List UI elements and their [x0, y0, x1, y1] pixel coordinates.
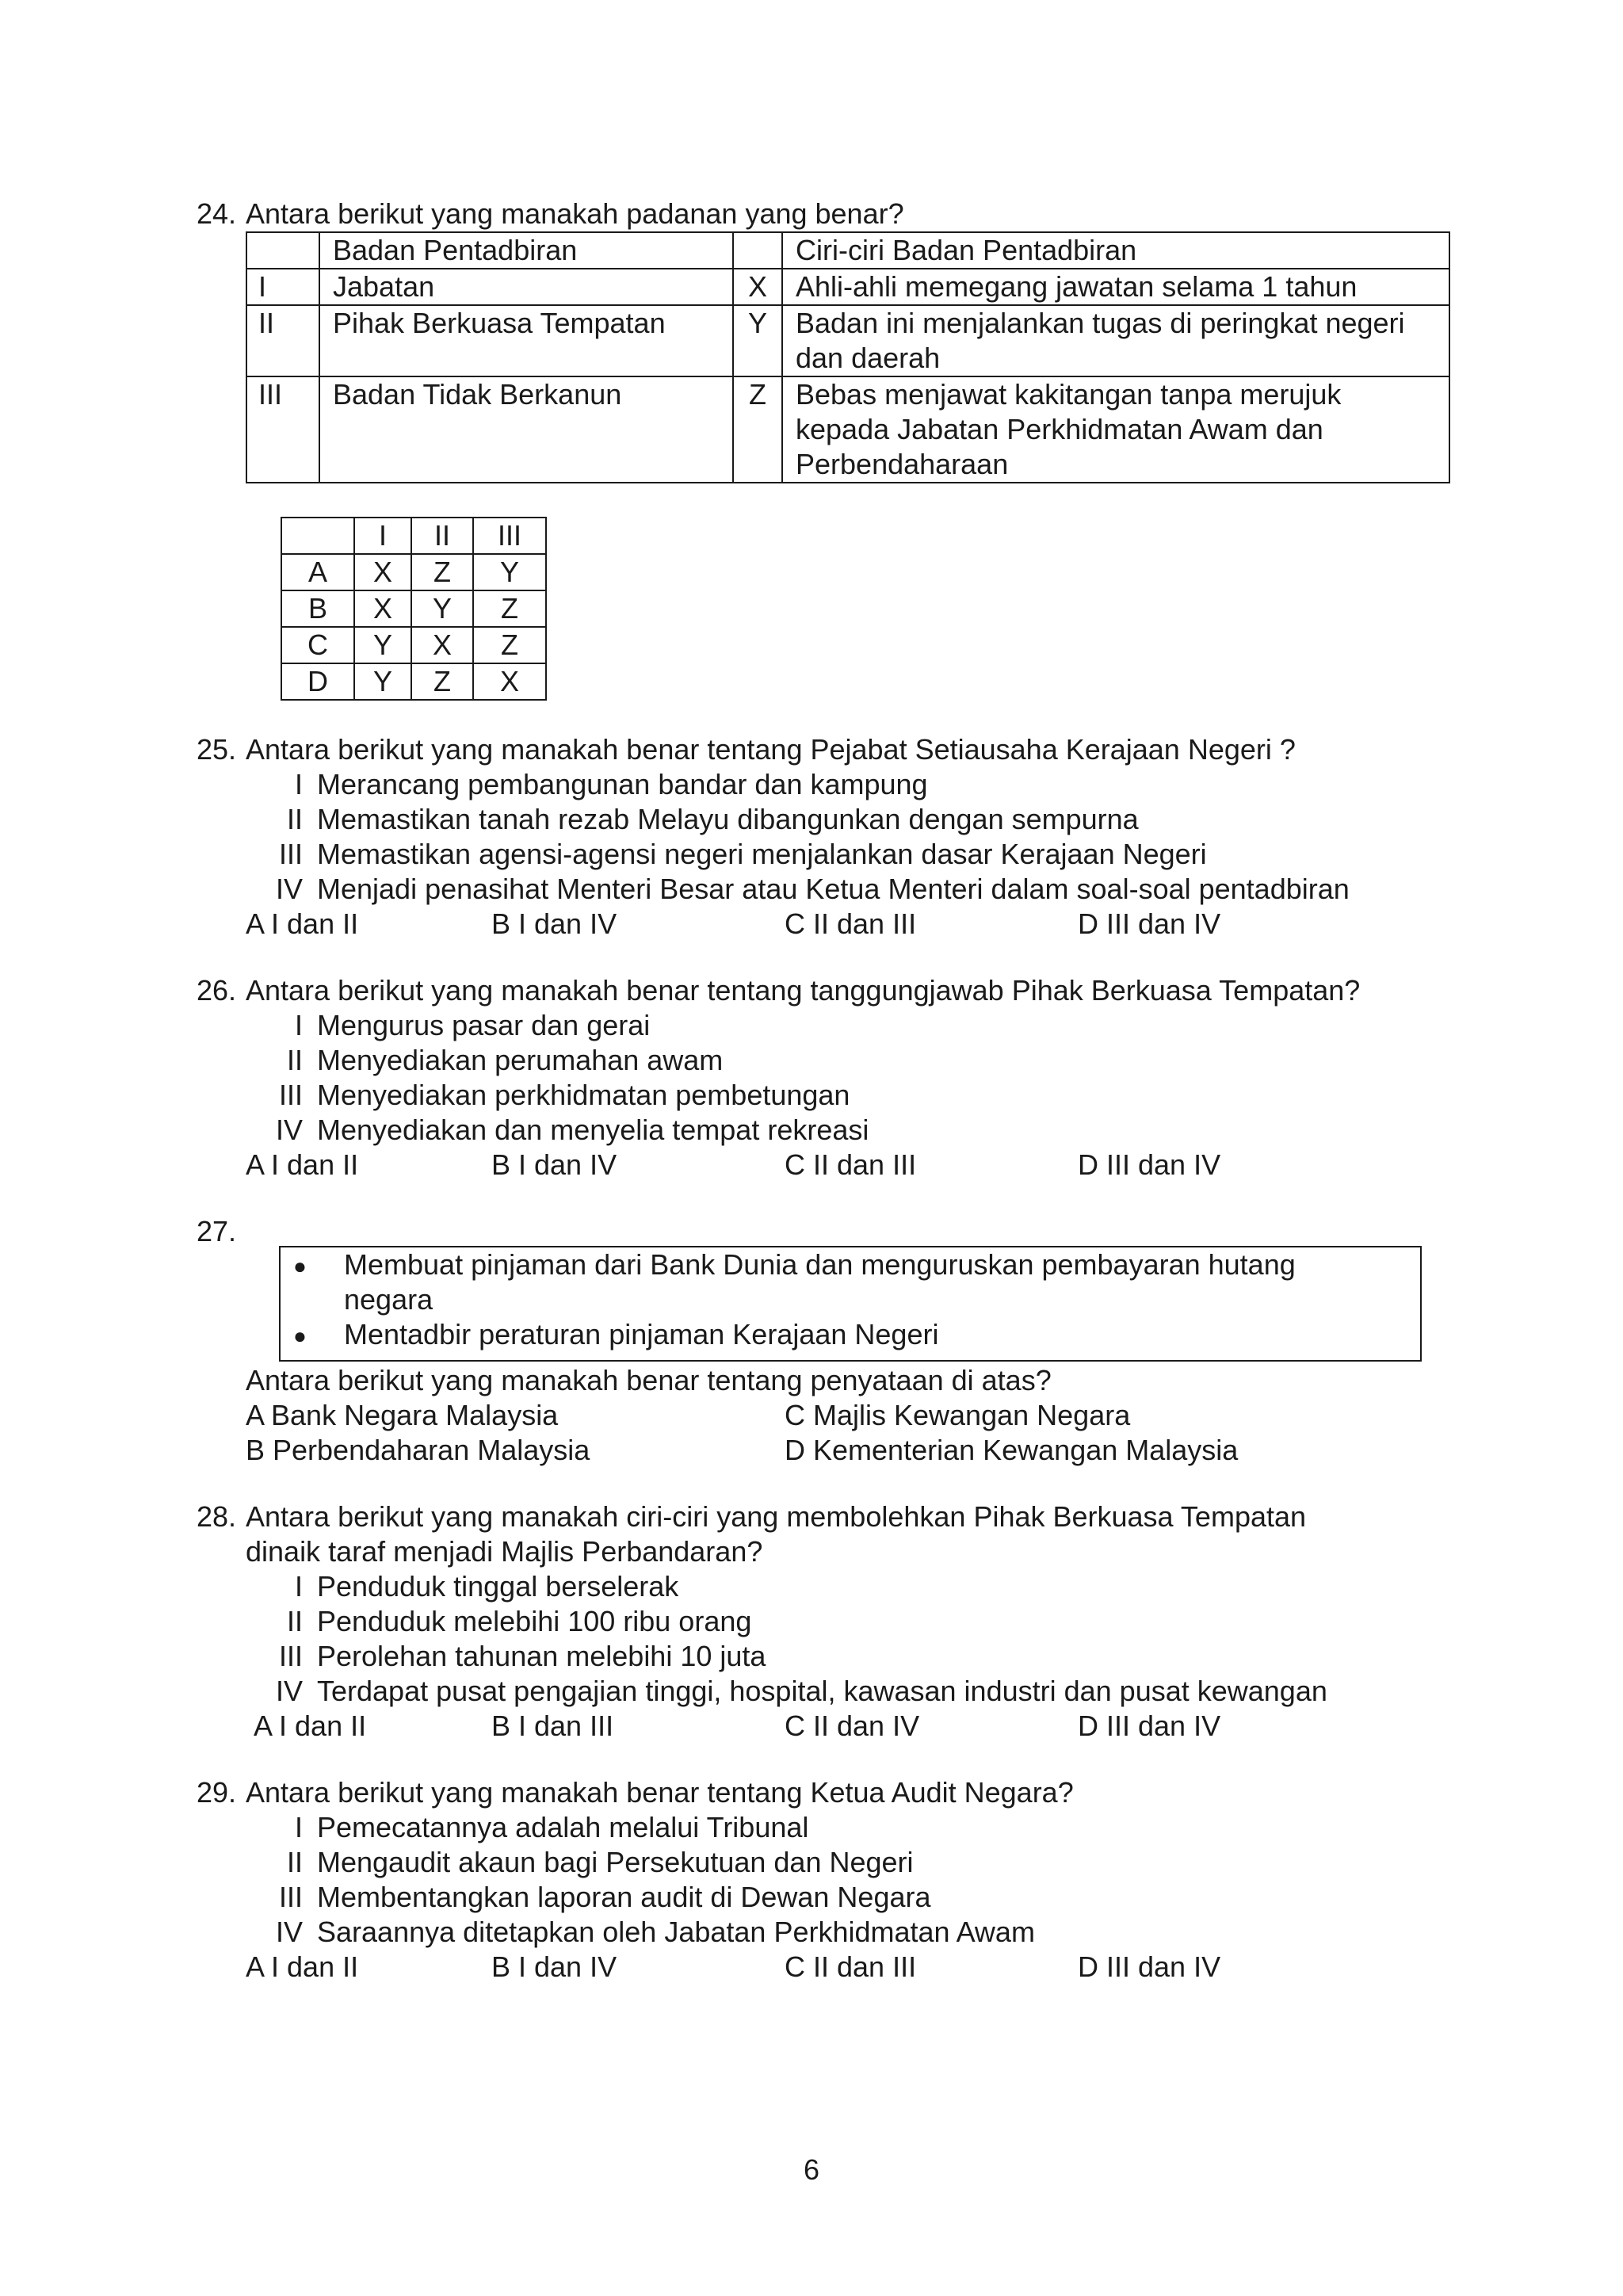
answer-option: B I dan IV: [491, 1950, 617, 1983]
answer-option: D III dan IV: [1078, 907, 1221, 940]
answer-option: C II dan IV: [785, 1710, 920, 1742]
answer-option: B I dan IV: [491, 1148, 617, 1181]
answer-option: C II dan III: [785, 1950, 917, 1983]
item-numeral: III: [278, 1640, 303, 1672]
list-item: [246, 1845, 914, 1880]
item-text: Pemecatannya adalah melalui Tribunal: [317, 1811, 809, 1843]
answer-option: D III dan IV: [1078, 1710, 1221, 1742]
answer-option: A I dan II: [246, 1148, 359, 1181]
table-cell: B: [281, 590, 354, 627]
table-cell: Z: [733, 376, 782, 483]
list-item: [246, 1639, 766, 1674]
q26-question: Antara berikut yang manakah benar tentang tanggungjawab Pihak Berkuasa Tempatan?: [246, 974, 1361, 1007]
list-item: [246, 1078, 850, 1113]
list-item: [246, 837, 1207, 872]
list-item: [246, 872, 1350, 907]
table-cell: III: [246, 376, 319, 483]
table-cell: [782, 305, 1449, 376]
table-cell: X: [473, 663, 546, 700]
table-cell: Y: [473, 554, 546, 590]
q28-question-line: dinaik taraf menjadi Majlis Perbandaran?: [246, 1535, 763, 1568]
item-text: Mengaudit akaun bagi Persekutuan dan Negeri: [317, 1846, 914, 1878]
table-row: [246, 305, 1449, 376]
table-cell: Y: [354, 627, 411, 663]
table-cell-line: dan daerah: [796, 342, 941, 374]
q25-number: 25.: [197, 733, 237, 766]
answer-option: D III dan IV: [1078, 1950, 1221, 1983]
item-numeral: II: [286, 1846, 303, 1878]
statement-line: Membuat pinjaman dari Bank Dunia dan menguruskan pembayaran hutang: [344, 1248, 1296, 1281]
list-item: [246, 1043, 723, 1078]
table-header-cell: II: [411, 518, 473, 554]
table-cell: Badan Tidak Berkanun: [319, 376, 733, 483]
list-item: [246, 802, 1139, 837]
item-numeral: III: [278, 1079, 303, 1111]
table-cell: Ahli-ahli memegang jawatan selama 1 tahun: [782, 269, 1449, 305]
table-cell: X: [354, 590, 411, 627]
table-cell: A: [281, 554, 354, 590]
table-header-cell: [733, 232, 782, 269]
q28-number: 28.: [197, 1500, 237, 1533]
q29-question: Antara berikut yang manakah benar tentang Ketua Audit Negara?: [246, 1776, 1074, 1809]
answer-option: C II dan III: [785, 1148, 917, 1181]
answer-option: A I dan II: [254, 1710, 367, 1742]
table-header-cell: [281, 518, 354, 554]
table-cell: X: [354, 554, 411, 590]
table-header-cell: Ciri-ciri Badan Pentadbiran: [782, 232, 1449, 269]
q24-question: Antara berikut yang manakah padanan yang benar?: [246, 197, 904, 230]
list-item: [246, 1113, 869, 1148]
item-text: Mengurus pasar dan gerai: [317, 1009, 651, 1041]
table-cell: X: [411, 627, 473, 663]
table-cell: Z: [411, 554, 473, 590]
q24-answer-table: [281, 517, 547, 701]
table-cell-line: kepada Jabatan Perkhidmatan Awam dan: [796, 413, 1323, 445]
q24-matching-table: [246, 231, 1450, 483]
table-row: [281, 554, 546, 590]
list-item: [246, 1880, 931, 1915]
q27-question: Antara berikut yang manakah benar tentang penyataan di atas?: [246, 1364, 1052, 1396]
item-numeral: IV: [275, 1675, 303, 1707]
answer-option: D Kementerian Kewangan Malaysia: [785, 1434, 1239, 1466]
item-text: Membentangkan laporan audit di Dewan Negara: [317, 1881, 931, 1913]
statement-line: Mentadbir peraturan pinjaman Kerajaan Negeri: [344, 1318, 939, 1350]
page-number: 6: [803, 2153, 820, 2186]
q24-number: 24.: [197, 197, 237, 230]
table-cell: I: [246, 269, 319, 305]
item-numeral: II: [286, 1044, 303, 1076]
table-row: [246, 269, 1449, 305]
item-text: Menyediakan perkhidmatan pembetungan: [317, 1079, 850, 1111]
list-item: [246, 1569, 678, 1604]
table-cell-line: Badan ini menjalankan tugas di peringkat negeri: [796, 307, 1405, 339]
list-item: [246, 1604, 751, 1639]
table-row: [246, 376, 1449, 483]
table-header-cell: III: [473, 518, 546, 554]
table-cell: Pihak Berkuasa Tempatan: [319, 305, 733, 376]
table-row: [281, 663, 546, 700]
statement-box: [279, 1246, 1422, 1362]
list-item: [246, 1008, 650, 1043]
table-cell: Z: [411, 663, 473, 700]
answer-option: B I dan IV: [491, 907, 617, 940]
item-numeral: I: [294, 1570, 303, 1603]
table-cell: Y: [411, 590, 473, 627]
statement-line: negara: [344, 1283, 433, 1316]
item-text: Memastikan tanah rezab Melayu dibangunkan dengan sempurna: [317, 803, 1139, 835]
q28-question-line: Antara berikut yang manakah ciri-ciri yang membolehkan Pihak Berkuasa Tempatan: [246, 1500, 1307, 1533]
table-cell-line: Bebas menjawat kakitangan tanpa merujuk: [796, 378, 1342, 411]
list-item: [246, 1674, 1327, 1709]
table-row: [281, 590, 546, 627]
list-item: [246, 1915, 1035, 1950]
item-numeral: II: [286, 1605, 303, 1637]
item-numeral: I: [294, 768, 303, 800]
table-cell: II: [246, 305, 319, 376]
item-text: Penduduk tinggal berselerak: [317, 1570, 679, 1603]
bullet-icon: ●: [293, 1254, 307, 1278]
item-numeral: III: [278, 1881, 303, 1913]
table-cell-line: Perbendaharaan: [796, 448, 1009, 480]
table-cell: C: [281, 627, 354, 663]
table-cell: Y: [733, 305, 782, 376]
list-item: [246, 1810, 808, 1845]
item-numeral: I: [294, 1009, 303, 1041]
item-numeral: I: [294, 1811, 303, 1843]
table-cell: Y: [354, 663, 411, 700]
item-numeral: II: [286, 803, 303, 835]
bullet-icon: ●: [293, 1324, 307, 1348]
table-cell: [782, 376, 1449, 483]
answer-option: D III dan IV: [1078, 1148, 1221, 1181]
item-text: Memastikan agensi-agensi negeri menjalankan dasar Kerajaan Negeri: [317, 838, 1207, 870]
q29-number: 29.: [197, 1776, 237, 1809]
table-header-cell: I: [354, 518, 411, 554]
item-numeral: III: [278, 838, 303, 870]
item-text: Menyediakan dan menyelia tempat rekreasi: [317, 1114, 869, 1146]
item-text: Menjadi penasihat Menteri Besar atau Ketua Menteri dalam soal-soal pentadbiran: [317, 873, 1350, 905]
item-numeral: IV: [275, 1916, 303, 1948]
table-cell: X: [733, 269, 782, 305]
answer-option: C Majlis Kewangan Negara: [785, 1399, 1131, 1431]
table-header-cell: [246, 232, 319, 269]
item-numeral: IV: [275, 1114, 303, 1146]
q26-number: 26.: [197, 974, 237, 1007]
answer-option: B Perbendaharan Malaysia: [246, 1434, 590, 1466]
answer-option: B I dan III: [491, 1710, 614, 1742]
q25-question: Antara berikut yang manakah benar tentang Pejabat Setiausaha Kerajaan Negeri ?: [246, 733, 1296, 766]
list-item: [246, 767, 928, 802]
answer-option: A I dan II: [246, 1950, 359, 1983]
item-text: Perolehan tahunan melebihi 10 juta: [317, 1640, 766, 1672]
table-cell: Z: [473, 627, 546, 663]
item-text: Saraannya ditetapkan oleh Jabatan Perkhidmatan Awam: [317, 1916, 1035, 1948]
table-header-cell: Badan Pentadbiran: [319, 232, 733, 269]
item-text: Menyediakan perumahan awam: [317, 1044, 724, 1076]
answer-option: C II dan III: [785, 907, 917, 940]
item-text: Terdapat pusat pengajian tinggi, hospital, kawasan industri dan pusat kewangan: [317, 1675, 1327, 1707]
q27-number: 27.: [197, 1215, 237, 1247]
table-cell: D: [281, 663, 354, 700]
answer-option: A I dan II: [246, 907, 359, 940]
table-row: [281, 627, 546, 663]
table-cell: Jabatan: [319, 269, 733, 305]
answer-option: A Bank Negara Malaysia: [246, 1399, 559, 1431]
item-numeral: IV: [275, 873, 303, 905]
item-text: Merancang pembangunan bandar dan kampung: [317, 768, 928, 800]
table-cell: Z: [473, 590, 546, 627]
item-text: Penduduk melebihi 100 ribu orang: [317, 1605, 752, 1637]
